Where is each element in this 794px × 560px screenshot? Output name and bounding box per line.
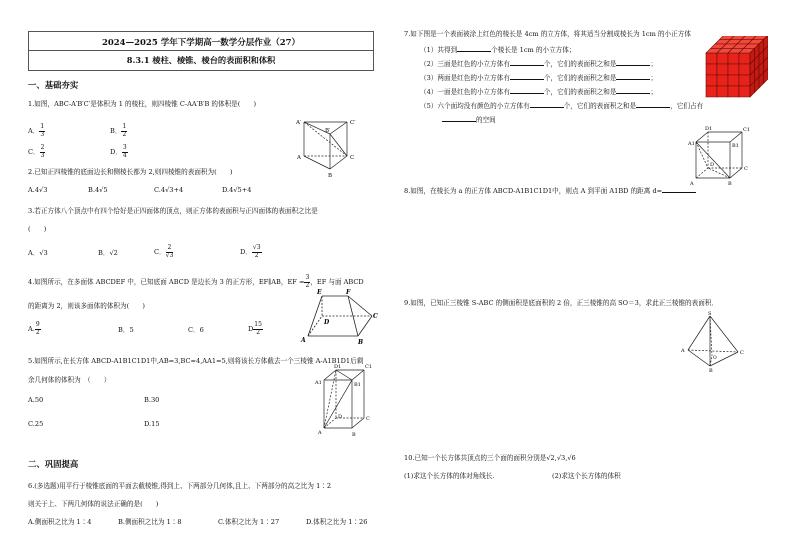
- q8-cube-figure: [688, 124, 760, 188]
- q5-label-a1: A1: [315, 380, 322, 386]
- q9-label-o: O: [713, 356, 717, 361]
- cube-facet: [706, 75, 717, 86]
- q1-option-b[interactable]: B． $\frac{1}{2}$: [110, 123, 127, 138]
- q5-label-c: C: [366, 416, 370, 422]
- q8-label-d: D: [710, 162, 715, 168]
- q7-item-4: （4）一面是红色的小立方体有 个，它们的表面积之和是 ；: [420, 88, 658, 96]
- q3-option-a[interactable]: A．√3: [28, 249, 48, 257]
- q9-label-a: A: [681, 348, 685, 354]
- q5-stem-line1: 5.如图所示,在长方体 ABCD-A1B1C1D1中,AB=3,BC=4,AA1=5,则将该长方体截去一个三棱锥 A-A1B1D1后剩: [28, 357, 364, 365]
- q4-option-a[interactable]: A. $\frac{9}{2}$: [28, 321, 40, 336]
- q7-blank-1[interactable]: [457, 44, 491, 52]
- q8-label-b1: B1: [732, 143, 739, 149]
- q4-stem-line1: 4.如图所示，在多面体 ABCDEF 中，已知底面 ABCD 是边长为 3 的正方形，EF∥AB，EF = $\frac{3}{2}$ ，EF 与面 ABCD: [28, 274, 364, 289]
- q1-label-a-prime: A′: [296, 120, 302, 126]
- q7-blank-4a[interactable]: [510, 86, 544, 94]
- q7-blank-5c[interactable]: [442, 114, 476, 122]
- q7-item-1: （1）共得到 个棱长是 1cm 的小立方体；: [420, 46, 576, 54]
- q8-label-d1: D1: [705, 126, 713, 132]
- q5-stem-line2: 余几何体的体积为 （ ）: [28, 376, 111, 384]
- q8-label-c1: C1: [743, 127, 751, 133]
- cube-facet: [728, 75, 739, 86]
- q5-option-d[interactable]: D.15: [144, 420, 160, 428]
- q7-item-5-cont: 的空间: [442, 114, 496, 125]
- q5-label-d: D: [338, 414, 343, 420]
- q4-label-e: E: [317, 289, 322, 296]
- cube-facet: [706, 53, 717, 64]
- q7-item-3: （3）两面是红色的小立方体有 个，它们的表面积之和是 ；: [420, 74, 658, 82]
- cube-facet: [717, 86, 728, 97]
- q1-label-b: B: [328, 173, 333, 179]
- q2-option-a[interactable]: A.4√3: [28, 186, 48, 194]
- q4-option-b[interactable]: B．5: [118, 326, 134, 334]
- cube-facet: [717, 64, 728, 75]
- q2-stem: 2.已知正四棱锥的底面边长和侧棱长都为 2,则四棱锥的表面积为( ): [28, 168, 233, 176]
- cube-facet: [739, 86, 750, 97]
- q4-label-b: B: [358, 339, 364, 346]
- q4-label-f: F: [346, 289, 351, 296]
- q4-label-a: A: [301, 337, 306, 344]
- q7-blank-3b[interactable]: [616, 72, 650, 80]
- cube-facet: [728, 64, 739, 75]
- q7-stem: 7.如下图是一个表面被涂上红色的棱长是 4cm 的立方体，将其适当分割成棱长为 1cm 的小正方体: [404, 30, 691, 38]
- q5-label-a: A: [318, 430, 322, 436]
- q4-polyhedron-figure: [300, 284, 380, 346]
- q7-blank-4b[interactable]: [616, 86, 650, 94]
- q1-option-c[interactable]: C． $\frac{2}{3}$: [28, 144, 45, 159]
- cube-facet: [717, 53, 728, 64]
- q1-stem: 1.如图，ABC-A′B′C′是体积为 1 的棱柱，则四棱锥 C-AA′B′B 的体积是( ): [28, 100, 257, 108]
- q1-option-a[interactable]: A． $\frac{1}{3}$: [28, 123, 45, 138]
- q9-label-c: C: [740, 350, 744, 356]
- cube-facet: [728, 86, 739, 97]
- q7-blank-5b[interactable]: [636, 100, 670, 108]
- q5-option-b[interactable]: B.30: [144, 396, 160, 404]
- q5-option-c[interactable]: C.25: [28, 420, 44, 428]
- q3-stem: 3.若正方体八个顶点中有四个恰好是正四面体的顶点，则正方体的表面积与正四面体的表面积之比是: [28, 207, 318, 215]
- cube-facet: [706, 86, 717, 97]
- q8-label-b: B: [728, 181, 732, 187]
- q4-stem-line2: 的距离为 2，则该多面体的体积为( ): [28, 302, 145, 310]
- q9-pyramid-figure: [680, 310, 750, 372]
- q6-option-b[interactable]: B.侧面积之比为 1∶8: [118, 518, 182, 526]
- q10-part-2: (2)求这个长方体的体积: [552, 472, 621, 480]
- q6-option-a[interactable]: A.侧面积之比为 1∶4: [28, 518, 92, 526]
- page-title: 2024—2025 学年下学期高一数学分层作业（27）: [101, 38, 301, 48]
- q1-option-d[interactable]: D． $\frac{3}{4}$: [110, 144, 127, 159]
- q9-stem: 9.如图，已知正三棱锥 S-ABC 的侧面积是底面积的 2 倍，正三棱锥的高 SO＝3，求此正三棱锥的表面积．: [404, 299, 719, 307]
- q2-option-b[interactable]: B.4√5: [88, 186, 108, 194]
- header-divider: [29, 50, 373, 51]
- cube-facet: [739, 75, 750, 86]
- q7-blank-2a[interactable]: [510, 58, 544, 66]
- q3-option-c[interactable]: C． $\frac{2}{√3}$: [154, 244, 174, 259]
- q8-stem: 8.如图，在棱长为 a 的正方体 ABCD-A1B1C1D1中，则点 A 到平面 A1BD 的距离 d=: [404, 185, 696, 196]
- q4-option-d[interactable]: D $\frac{15}{2}$: [248, 321, 262, 336]
- header-box: [28, 31, 374, 71]
- q2-option-c[interactable]: C.4√3+4: [154, 186, 184, 194]
- q3-option-b[interactable]: B．√2: [98, 249, 118, 257]
- cube-facet: [706, 64, 717, 75]
- q5-label-d1: D1: [334, 364, 342, 370]
- q5-label-b1: B1: [354, 382, 361, 388]
- q8-label-a: A: [690, 181, 694, 187]
- q9-label-s: S: [708, 311, 712, 317]
- q1-label-b-prime: B′: [325, 128, 331, 134]
- q6-stem-line2: 则关于上、下两几何体的说法正确的是( ): [28, 500, 159, 508]
- q2-option-d[interactable]: D.4√5+4: [222, 186, 252, 194]
- cube-facet: [739, 64, 750, 75]
- q7-blank-5a[interactable]: [530, 100, 564, 108]
- q6-stem-line1: 6.(多选题)用平行于棱锥底面的平面去截棱锥,得到上、下两部分几何体,且上、下两部分的高之比为 1∶2: [28, 482, 332, 490]
- q5-label-c1: C1: [365, 364, 373, 370]
- q4-label-c: C: [373, 313, 378, 320]
- q3-option-d[interactable]: D． $\frac{√3}{2}$: [240, 244, 261, 259]
- q1-prism-figure: [292, 112, 364, 182]
- q10-part-1: (1)求这个长方体的体对角线长.: [404, 472, 495, 480]
- q6-option-c[interactable]: C.体积之比为 1∶27: [218, 518, 280, 526]
- q8-answer-blank[interactable]: [662, 185, 696, 193]
- q10-stem: 10.已知一个长方体共顶点的三个面的面积分别是√2,√3,√6: [404, 454, 576, 462]
- cube-facet: [728, 53, 739, 64]
- q7-item-5: （5）六个面均没有颜色的小立方体有 个，它们的表面积之和是 ，它们占有: [420, 102, 704, 110]
- q8-label-c: C: [744, 166, 748, 172]
- cube-facet: [739, 53, 750, 64]
- q8-label-a1: A1: [688, 141, 695, 147]
- q9-label-b: B: [709, 368, 713, 372]
- q7-blank-3a[interactable]: [510, 72, 544, 80]
- q7-blank-2b[interactable]: [616, 58, 650, 66]
- page-subtitle: 8.3.1 棱柱、棱锥、棱台的表面积和体积: [126, 55, 276, 65]
- q1-label-c-prime: C′: [350, 120, 356, 126]
- q1-label-a: A: [297, 155, 301, 161]
- section-improve: 二、巩固提高: [28, 459, 79, 469]
- q4-label-d: D: [324, 319, 330, 326]
- cube-facet: [717, 75, 728, 86]
- q6-option-d[interactable]: D.体积之比为 1∶26: [306, 518, 368, 526]
- q7-item-2: （2）三面是红色的小立方体有 个，它们的表面积之和是 ；: [420, 60, 658, 68]
- q3-paren: ( ): [28, 225, 47, 233]
- section-basic: 一、基础夯实: [28, 80, 79, 90]
- q1-label-c: C: [350, 155, 355, 161]
- q5-option-a[interactable]: A.50: [28, 396, 44, 404]
- q7-red-cube-figure: [704, 36, 768, 100]
- q5-cuboid-figure: [310, 362, 378, 438]
- q4-option-c[interactable]: C．6: [188, 326, 204, 334]
- q5-label-b: B: [352, 432, 356, 438]
